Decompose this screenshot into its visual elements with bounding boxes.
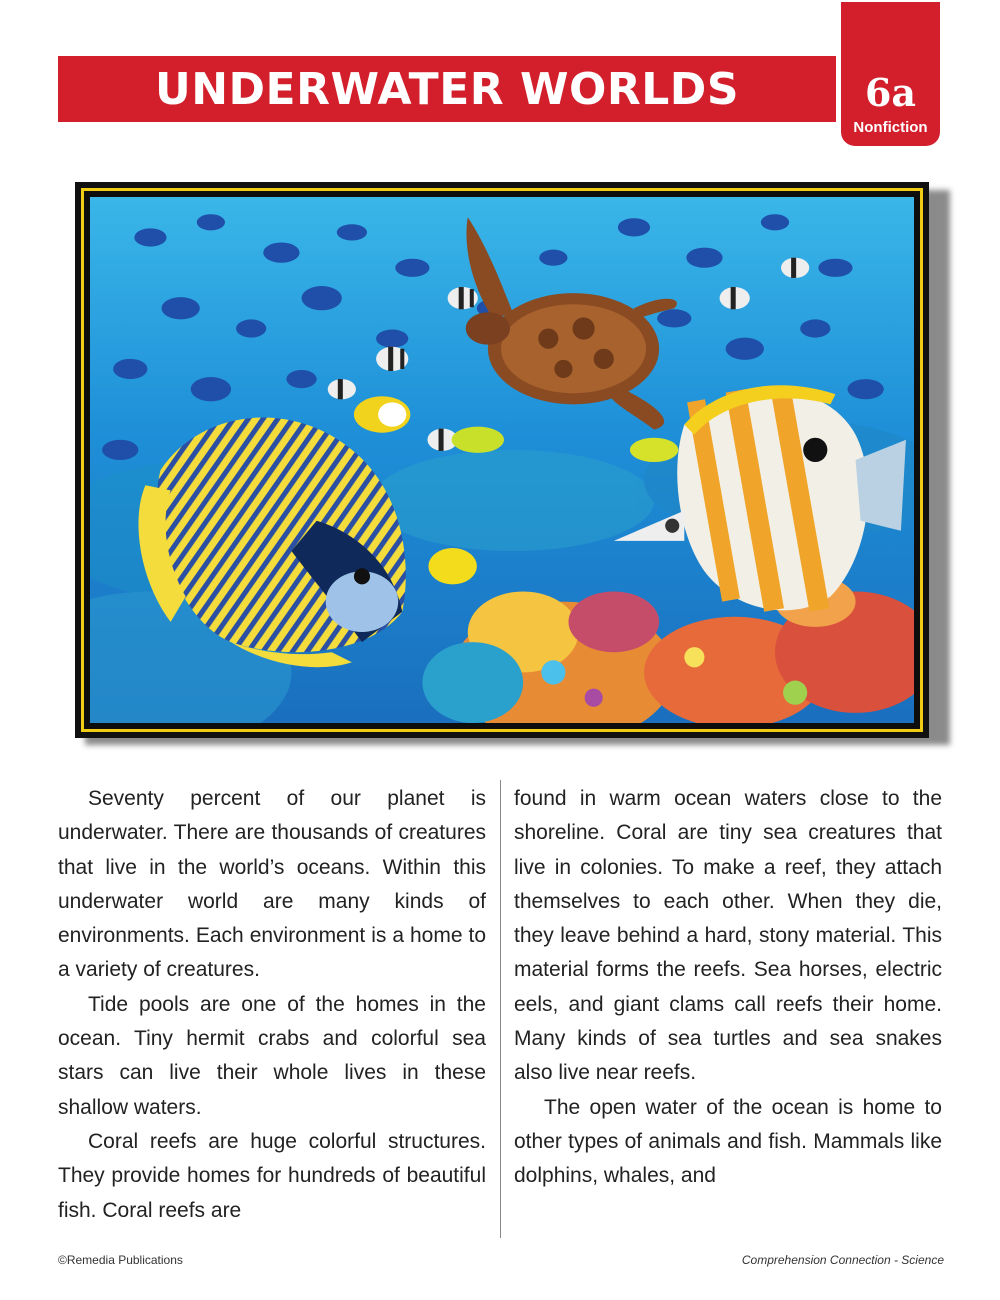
paragraph: Coral reefs are huge colorful structures. They provide homes for hundreds of beautiful fish. Coral reefs are [58,1129,486,1222]
paragraph: Tide pools are one of the homes in the ocean. Tiny hermit crabs and colorful sea stars can live their whole lives in these shallow waters. [58,992,486,1119]
reef-illustration [90,197,914,723]
paragraph: found in warm ocean waters close to the shoreline. Coral are tiny sea creatures that live in colonies. To make a reef, they attach themselves to each other. When they die, they leave behind a hard, stony material. This material forms the reefs. Sea horses, electric eels, and giant clams call reefs their home. Many kinds of sea turtles and sea snakes also live near reefs. [514,787,942,1085]
series-credit: Comprehension Connection - Science [741,1253,944,1267]
page-title: UNDERWATER WORLDS [154,63,740,115]
lesson-number: 6a [864,70,917,115]
paragraph: The open water of the ocean is home to other types of animals and fish. Mammals like dolphins, whales, and [514,1095,942,1188]
lesson-tab [841,2,940,146]
illustration-border [81,188,923,732]
article-column-left [58,782,486,1228]
publisher-credit: ©Remedia Publications [58,1253,183,1267]
genre-label: Nonfiction [853,119,928,136]
illustration-frame [75,182,929,738]
column-divider [500,780,501,1238]
article-column-right [514,782,942,1194]
paragraph: Seventy percent of our planet is underwater. There are thousands of creatures that live in the world’s oceans. Within this underwater world are many kinds of environments. Each environment is a home to a variety of creatures. [58,787,486,982]
title-banner [58,56,836,122]
